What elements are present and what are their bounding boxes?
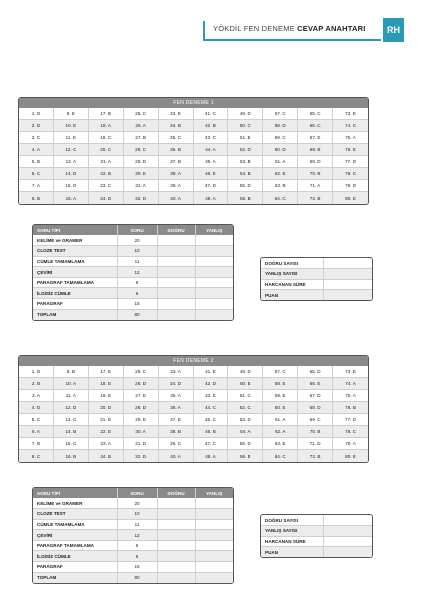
question-type-label: KELİME ve GRAMER	[33, 235, 117, 246]
answer-cell: 35. A	[159, 390, 194, 402]
answer-cell: 45. C	[194, 414, 229, 426]
stats-header-cell: SORU TİPİ	[33, 225, 117, 235]
result-summary-table-1	[260, 257, 373, 301]
answer-cell: 40. A	[159, 192, 194, 204]
summary-row	[261, 269, 372, 280]
answer-cell: 30. E	[124, 168, 159, 180]
answer-cell: 1. D	[19, 366, 54, 378]
correct-entry-cell[interactable]	[157, 519, 195, 530]
answer-cell: 4. A	[19, 144, 54, 156]
answer-cell: 54. A	[228, 426, 263, 438]
answer-cell: 13. C	[54, 414, 89, 426]
wrong-entry-cell[interactable]	[195, 309, 233, 320]
answer-cell: 78. C	[333, 168, 368, 180]
answer-cell: 18. A	[89, 120, 124, 132]
question-count: 12	[117, 267, 157, 278]
stats-row	[33, 267, 233, 278]
answer-cell: 36. B	[159, 144, 194, 156]
answer-cell: 46. E	[194, 168, 229, 180]
wrong-entry-cell[interactable]	[195, 267, 233, 278]
answer-cell: 3. C	[19, 132, 54, 144]
result-summary-table-2	[260, 514, 373, 558]
question-count: 15	[117, 562, 157, 573]
answer-cell: 72. B	[298, 192, 333, 204]
answer-cell: 14. D	[54, 168, 89, 180]
stats-row	[33, 299, 233, 310]
question-type-label: CLOZE TEST	[33, 509, 117, 520]
answer-key-table-1	[18, 97, 369, 205]
answer-cell: 20. D	[89, 402, 124, 414]
answer-cell: 54. B	[228, 168, 263, 180]
answer-cell: 60. D	[263, 144, 298, 156]
answer-cell: 38. A	[159, 168, 194, 180]
stats-header-cell: DOĞRU	[157, 225, 195, 235]
question-type-label: CLOZE TEST	[33, 246, 117, 257]
summary-value-cell[interactable]	[323, 515, 372, 526]
question-count: 10	[117, 509, 157, 520]
answer-cell: 34. D	[159, 378, 194, 390]
answer-cell: 19. C	[89, 132, 124, 144]
answer-cell: 47. D	[194, 180, 229, 192]
stats-row	[33, 235, 233, 246]
question-type-label: CÜMLE TAMAMLAMA	[33, 256, 117, 267]
answer-cell: 52. C	[228, 402, 263, 414]
stats-header-cell: SORU	[117, 488, 157, 498]
correct-entry-cell[interactable]	[157, 288, 195, 299]
answer-cell: 71. D	[298, 438, 333, 450]
answer-cell: 10. A	[54, 378, 89, 390]
stats-row	[33, 509, 233, 520]
answer-cell: 19. E	[89, 390, 124, 402]
stats-header-cell: DOĞRU	[157, 488, 195, 498]
question-type-label: TOPLAM	[33, 309, 117, 320]
page-title: YÖKDİL FEN DENEME CEVAP ANAHTARI	[213, 24, 366, 33]
answer-cell: 12. D	[54, 402, 89, 414]
summary-row	[261, 547, 372, 558]
question-type-label: PARAGRAF TAMAMLAMA	[33, 277, 117, 288]
answer-cell: 61. A	[263, 156, 298, 168]
answer-cell: 52. D	[228, 144, 263, 156]
answer-cell: 65. D	[298, 366, 333, 378]
summary-row	[261, 536, 372, 547]
stats-row	[33, 551, 233, 562]
summary-value-cell[interactable]	[323, 290, 372, 301]
question-count: 6	[117, 277, 157, 288]
page-header	[203, 18, 404, 44]
correct-entry-cell[interactable]	[157, 530, 195, 541]
question-type-label: PARAGRAF	[33, 299, 117, 310]
answer-cell: 70. B	[298, 168, 333, 180]
stats-row	[33, 540, 233, 551]
summary-row	[261, 258, 372, 269]
answer-cell: 44. C	[194, 402, 229, 414]
answer-cell: 16. A	[54, 192, 89, 204]
question-type-label: İLGİSİZ CÜMLE	[33, 551, 117, 562]
summary-value-cell[interactable]	[323, 269, 372, 280]
answer-cell: 25. C	[124, 108, 159, 120]
answer-cell: 37. E	[159, 414, 194, 426]
answer-cell: 43. E	[194, 390, 229, 402]
answer-cell: 28. D	[124, 402, 159, 414]
summary-row	[261, 515, 372, 526]
answer-cell: 58. D	[263, 120, 298, 132]
answer-cell: 3. A	[19, 390, 54, 402]
answer-cell: 5. C	[19, 414, 54, 426]
answer-cell: 48. A	[194, 192, 229, 204]
answer-cell: 4. D	[19, 402, 54, 414]
answer-cell: 68. B	[298, 144, 333, 156]
question-type-label: CÜMLE TAMAMLAMA	[33, 519, 117, 530]
answer-cell: 51. E	[228, 132, 263, 144]
correct-entry-cell[interactable]	[157, 309, 195, 320]
question-type-label: KELİME ve GRAMER	[33, 498, 117, 509]
answer-cell: 39. A	[159, 180, 194, 192]
answer-cell: 58. E	[263, 378, 298, 390]
question-count: 20	[117, 498, 157, 509]
stats-row	[33, 256, 233, 267]
answer-key-title: FEN DENEME 2	[19, 356, 368, 366]
stats-header-cell: YANLIŞ	[195, 488, 233, 498]
answer-cell: 64. C	[263, 450, 298, 462]
stats-header-cell: SORU TİPİ	[33, 488, 117, 498]
answer-cell: 76. B	[333, 402, 368, 414]
correct-entry-cell[interactable]	[157, 299, 195, 310]
question-count: 11	[117, 256, 157, 267]
answer-cell: 49. D	[228, 108, 263, 120]
question-type-label: PARAGRAF	[33, 562, 117, 573]
answer-cell: 32. D	[124, 192, 159, 204]
answer-cell: 80. E	[333, 192, 368, 204]
question-count: 6	[117, 288, 157, 299]
answer-cell: 55. D	[228, 438, 263, 450]
answer-cell: 28. C	[124, 144, 159, 156]
wrong-entry-cell[interactable]	[195, 519, 233, 530]
correct-entry-cell[interactable]	[157, 256, 195, 267]
answer-cell: 75. A	[333, 132, 368, 144]
answer-cell: 21. A	[89, 156, 124, 168]
answer-cell: 79. A	[333, 438, 368, 450]
wrong-entry-cell[interactable]	[195, 299, 233, 310]
answer-cell: 60. E	[263, 402, 298, 414]
answer-cell: 77. D	[333, 414, 368, 426]
answer-cell: 78. C	[333, 426, 368, 438]
wrong-entry-cell[interactable]	[195, 235, 233, 246]
answer-cell: 43. C	[194, 132, 229, 144]
stats-row	[33, 309, 233, 320]
answer-cell: 56. B	[228, 192, 263, 204]
answer-cell: 38. B	[159, 426, 194, 438]
answer-cell: 69. C	[298, 414, 333, 426]
summary-value-cell[interactable]	[323, 536, 372, 547]
summary-value-cell[interactable]	[323, 547, 372, 558]
answer-cell: 25. C	[124, 366, 159, 378]
summary-label: YANLIŞ SAYISI	[261, 269, 323, 280]
question-type-label: ÇEVİRİ	[33, 267, 117, 278]
answer-cell: 80. E	[333, 450, 368, 462]
answer-cell: 55. D	[228, 180, 263, 192]
answer-cell: 69. D	[298, 156, 333, 168]
answer-cell: 40. A	[159, 450, 194, 462]
wrong-entry-cell[interactable]	[195, 572, 233, 583]
answer-cell: 17. B	[89, 108, 124, 120]
wrong-entry-cell[interactable]	[195, 540, 233, 551]
correct-entry-cell[interactable]	[157, 551, 195, 562]
answer-cell: 36. A	[159, 402, 194, 414]
question-type-label: ÇEVİRİ	[33, 530, 117, 541]
answer-cell: 16. B	[54, 450, 89, 462]
summary-label: YANLIŞ SAYISI	[261, 526, 323, 537]
stats-row	[33, 519, 233, 530]
answer-cell: 10. E	[54, 120, 89, 132]
answer-cell: 50. C	[228, 120, 263, 132]
summary-value-cell[interactable]	[323, 258, 372, 269]
answer-cell: 1. D	[19, 108, 54, 120]
answer-cell: 53. D	[228, 414, 263, 426]
answer-cell: 14. B	[54, 426, 89, 438]
answer-cell: 63. E	[263, 438, 298, 450]
question-type-label: İLGİSİZ CÜMLE	[33, 288, 117, 299]
stats-header-cell: YANLIŞ	[195, 225, 233, 235]
answer-cell: 50. E	[228, 378, 263, 390]
question-type-table-1	[32, 224, 234, 321]
answer-cell: 7. B	[19, 438, 54, 450]
wrong-entry-cell[interactable]	[195, 562, 233, 573]
question-count: 6	[117, 540, 157, 551]
answer-cell: 74. C	[333, 120, 368, 132]
answer-cell: 6. A	[19, 426, 54, 438]
answer-grid	[19, 108, 368, 204]
answer-cell: 2. D	[19, 120, 54, 132]
answer-cell: 17. E	[89, 366, 124, 378]
correct-entry-cell[interactable]	[157, 540, 195, 551]
question-count: 80	[117, 572, 157, 583]
answer-cell: 57. C	[263, 366, 298, 378]
correct-entry-cell[interactable]	[157, 509, 195, 520]
answer-cell: 48. A	[194, 450, 229, 462]
answer-cell: 56. E	[228, 450, 263, 462]
summary-label: DOĞRU SAYISI	[261, 258, 323, 269]
answer-cell: 29. E	[124, 414, 159, 426]
answer-cell: 45. A	[194, 156, 229, 168]
answer-cell: 13. A	[54, 156, 89, 168]
stats-row	[33, 288, 233, 299]
summary-label: DOĞRU SAYISI	[261, 515, 323, 526]
answer-cell: 72. B	[298, 450, 333, 462]
answer-cell: 68. D	[298, 402, 333, 414]
stats-row	[33, 562, 233, 573]
answer-cell: 64. C	[263, 192, 298, 204]
answer-cell: 8. C	[19, 450, 54, 462]
answer-cell: 61. A	[263, 414, 298, 426]
answer-cell: 21. D	[89, 414, 124, 426]
answer-cell: 11. E	[54, 132, 89, 144]
summary-label: PUAN	[261, 290, 323, 301]
answer-cell: 27. B	[124, 132, 159, 144]
correct-entry-cell[interactable]	[157, 572, 195, 583]
correct-entry-cell[interactable]	[157, 498, 195, 509]
answer-cell: 65. C	[298, 108, 333, 120]
answer-cell: 23. C	[89, 180, 124, 192]
answer-cell: 31. D	[124, 438, 159, 450]
answer-cell: 15. C	[54, 438, 89, 450]
correct-entry-cell[interactable]	[157, 267, 195, 278]
answer-cell: 26. D	[124, 378, 159, 390]
answer-cell: 22. B	[89, 168, 124, 180]
answer-cell: 9. B	[54, 366, 89, 378]
answer-cell: 66. C	[298, 120, 333, 132]
question-type-label: PARAGRAF TAMAMLAMA	[33, 540, 117, 551]
answer-cell: 73. E	[333, 108, 368, 120]
wrong-entry-cell[interactable]	[195, 498, 233, 509]
question-type-table-2	[32, 487, 234, 584]
answer-cell: 75. A	[333, 390, 368, 402]
summary-value-cell[interactable]	[323, 526, 372, 537]
wrong-entry-cell[interactable]	[195, 277, 233, 288]
answer-cell: 51. C	[228, 390, 263, 402]
correct-entry-cell[interactable]	[157, 235, 195, 246]
answer-cell: 57. C	[263, 108, 298, 120]
question-count: 12	[117, 530, 157, 541]
answer-cell: 62. A	[263, 426, 298, 438]
summary-label: HARCANAN SÜRE	[261, 536, 323, 547]
question-count: 6	[117, 551, 157, 562]
answer-cell: 37. B	[159, 156, 194, 168]
answer-cell: 33. E	[159, 108, 194, 120]
question-count: 11	[117, 519, 157, 530]
answer-cell: 35. C	[159, 132, 194, 144]
stats-row	[33, 498, 233, 509]
summary-label: HARCANAN SÜRE	[261, 279, 323, 290]
answer-cell: 7. A	[19, 180, 54, 192]
answer-cell: 47. C	[194, 438, 229, 450]
answer-cell: 67. D	[298, 390, 333, 402]
wrong-entry-cell[interactable]	[195, 288, 233, 299]
answer-cell: 24. D	[89, 192, 124, 204]
answer-cell: 30. A	[124, 426, 159, 438]
answer-cell: 41. E	[194, 366, 229, 378]
answer-cell: 9. E	[54, 108, 89, 120]
answer-cell: 39. C	[159, 438, 194, 450]
summary-value-cell[interactable]	[323, 279, 372, 290]
correct-entry-cell[interactable]	[157, 246, 195, 257]
answer-cell: 70. B	[298, 426, 333, 438]
answer-cell: 15. D	[54, 180, 89, 192]
stats-row	[33, 572, 233, 583]
answer-cell: 5. B	[19, 156, 54, 168]
answer-cell: 66. E	[298, 378, 333, 390]
answer-cell: 42. D	[194, 378, 229, 390]
answer-grid	[19, 366, 368, 462]
question-count: 15	[117, 299, 157, 310]
header-accent-line	[203, 21, 205, 39]
answer-cell: 18. E	[89, 378, 124, 390]
summary-label: PUAN	[261, 547, 323, 558]
stats-row	[33, 246, 233, 257]
answer-cell: 11. A	[54, 390, 89, 402]
answer-cell: 29. D	[124, 156, 159, 168]
answer-cell: 2. B	[19, 378, 54, 390]
header-underline	[203, 39, 381, 41]
brand-badge: RH	[383, 18, 404, 42]
answer-cell: 62. E	[263, 168, 298, 180]
answer-cell: 33. A	[159, 366, 194, 378]
answer-cell: 71. A	[298, 180, 333, 192]
question-count: 20	[117, 235, 157, 246]
summary-row	[261, 279, 372, 290]
answer-cell: 34. B	[159, 120, 194, 132]
wrong-entry-cell[interactable]	[195, 256, 233, 267]
stats-row	[33, 530, 233, 541]
summary-row	[261, 526, 372, 537]
answer-cell: 49. D	[228, 366, 263, 378]
answer-cell: 59. C	[263, 132, 298, 144]
answer-key-title: FEN DENEME 1	[19, 98, 368, 108]
stats-header-cell: SORU	[117, 225, 157, 235]
answer-cell: 73. E	[333, 366, 368, 378]
wrong-entry-cell[interactable]	[195, 530, 233, 541]
correct-entry-cell[interactable]	[157, 277, 195, 288]
answer-key-table-2	[18, 355, 369, 463]
answer-cell: 77. D	[333, 156, 368, 168]
stats-row	[33, 277, 233, 288]
answer-cell: 67. E	[298, 132, 333, 144]
answer-cell: 79. D	[333, 180, 368, 192]
answer-cell: 63. B	[263, 180, 298, 192]
answer-cell: 32. D	[124, 450, 159, 462]
answer-cell: 44. A	[194, 144, 229, 156]
answer-cell: 59. E	[263, 390, 298, 402]
answer-cell: 26. A	[124, 120, 159, 132]
wrong-entry-cell[interactable]	[195, 509, 233, 520]
answer-cell: 46. B	[194, 426, 229, 438]
answer-cell: 53. B	[228, 156, 263, 168]
answer-cell: 41. C	[194, 108, 229, 120]
answer-cell: 20. C	[89, 144, 124, 156]
answer-cell: 6. C	[19, 168, 54, 180]
wrong-entry-cell[interactable]	[195, 246, 233, 257]
answer-cell: 12. C	[54, 144, 89, 156]
question-count: 10	[117, 246, 157, 257]
answer-cell: 22. E	[89, 426, 124, 438]
question-type-label: TOPLAM	[33, 572, 117, 583]
answer-cell: 76. E	[333, 144, 368, 156]
answer-cell: 74. A	[333, 378, 368, 390]
answer-cell: 24. B	[89, 450, 124, 462]
answer-cell: 8. B	[19, 192, 54, 204]
wrong-entry-cell[interactable]	[195, 551, 233, 562]
answer-cell: 31. A	[124, 180, 159, 192]
summary-row	[261, 290, 372, 301]
answer-cell: 23. A	[89, 438, 124, 450]
correct-entry-cell[interactable]	[157, 562, 195, 573]
question-count: 80	[117, 309, 157, 320]
answer-cell: 27. E	[124, 390, 159, 402]
answer-cell: 42. B	[194, 120, 229, 132]
